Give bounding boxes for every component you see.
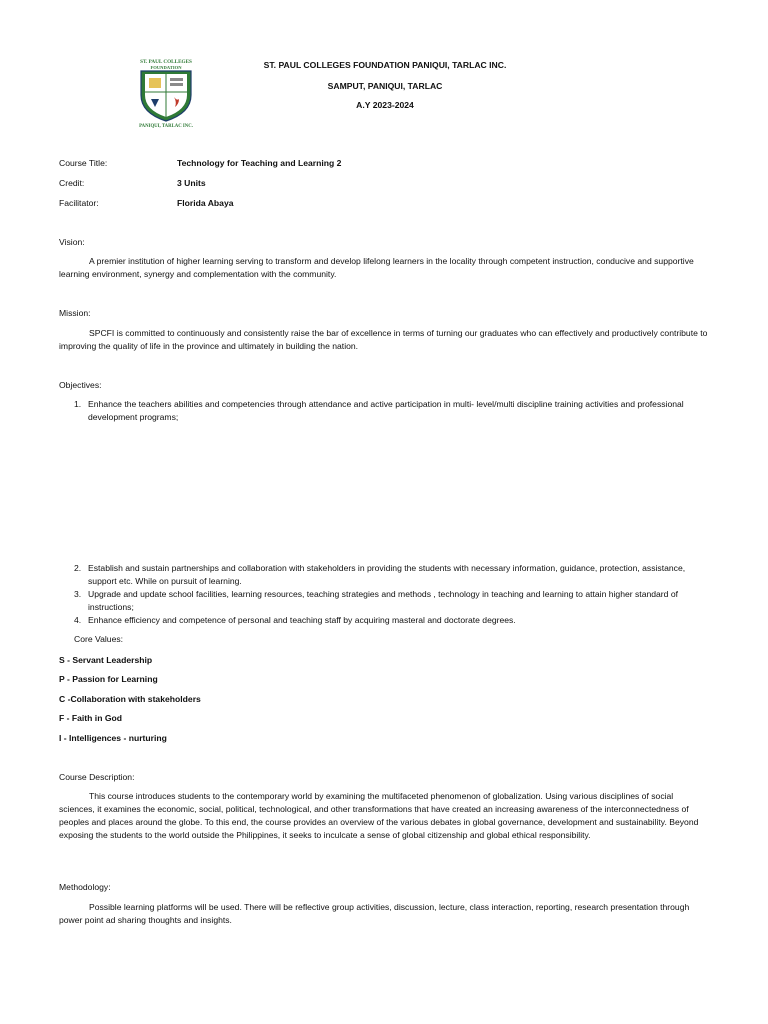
objective-item [74,398,714,424]
course-title-label: Course Title: [59,158,108,168]
methodology-heading: Methodology: [59,882,111,892]
core-value-item: C -Collaboration with stakeholders [59,694,201,704]
course-description-heading: Course Description: [59,772,135,782]
mission-text: SPCFI is committed to continuously and consistently raise the bar of excellence in terms of turning our graduates who can effectively and productively contribute to improving the quality of life in the province and ultimately in building the nation. [59,328,708,351]
objective-number: 4. [74,615,82,625]
objective-text: Enhance the teachers abilities and competencies through attendance and active participation in multi- level/multi discipline training activities and professional development programs; [88,399,684,422]
facilitator-label: Facilitator: [59,198,99,208]
facilitator-value: Florida Abaya [177,198,234,208]
core-values-heading: Core Values: [74,634,124,644]
course-description-text: This course introduces students to the contemporary world by examining the multifaceted phenomenon of globalization. Using various disciplines of social sciences, it examines the economic, social, political, technological, and other transformations that have created an increasing awareness of the interconnectedness of peoples and places around the globe. To this end, the course provides an overview of the various debates in global governance, development and sustainability. Beyond exposing the students to the world outside the Philippines, it seeks to inculcate a sense of global citizenship and global ethical responsibility. [59,791,699,840]
objective-item [74,588,714,614]
logo-arc-text-2: FOUNDATION [150,65,182,70]
objective-text: Enhance efficiency and competence of personal and teaching staff by acquiring masteral and doctorate degrees. [88,615,516,625]
objective-item [74,562,714,588]
school-logo [131,57,201,129]
objectives-heading: Objectives: [59,380,102,390]
school-address: SAMPUT, PANIQUI, TARLAC [327,81,443,91]
mission-heading: Mission: [59,308,91,318]
objective-number: 1. [74,399,82,409]
vision-text: A premier institution of higher learning serving to transform and develop lifelong learners in the locality through competent instruction, conducive and supportive learning environment, synergy and complementation with the community. [59,256,694,279]
core-value-item: S - Servant Leadership [59,655,153,665]
methodology-text: Possible learning platforms will be used. There will be reflective group activities, discussion, lecture, class interaction, reporting, research presentation through power point ad sharing thoughts and insights. [59,902,690,925]
academic-year: A.Y 2023-2024 [356,100,414,110]
core-value-item: P - Passion for Learning [59,674,158,684]
objective-number: 2. [74,563,82,573]
vision-heading: Vision: [59,237,85,247]
objective-text: Upgrade and update school facilities, learning resources, teaching strategies and methods , technology in teaching and learning to attain higher standard of instructions; [88,589,679,612]
objective-item [74,614,714,627]
school-crest-icon [131,57,201,129]
course-title-value: Technology for Teaching and Learning 2 [177,158,342,168]
school-name: ST. PAUL COLLEGES FOUNDATION PANIQUI, TARLAC INC. [263,60,507,70]
core-value-item: I - Intelligences - nurturing [59,733,167,743]
credit-label: Credit: [59,178,85,188]
core-value-item: F - Faith in God [59,713,123,723]
logo-arc-text: ST. PAUL COLLEGES [140,59,192,65]
credit-value: 3 Units [177,178,206,188]
objective-text: Establish and sustain partnerships and collaboration with stakeholders in providing the students with necessary information, guidance, protection, assistance, support etc. While on pursuit of learning. [88,563,686,586]
logo-bottom-text: PANIQUI, TARLAC INC. [139,124,193,129]
objective-number: 3. [74,589,82,599]
